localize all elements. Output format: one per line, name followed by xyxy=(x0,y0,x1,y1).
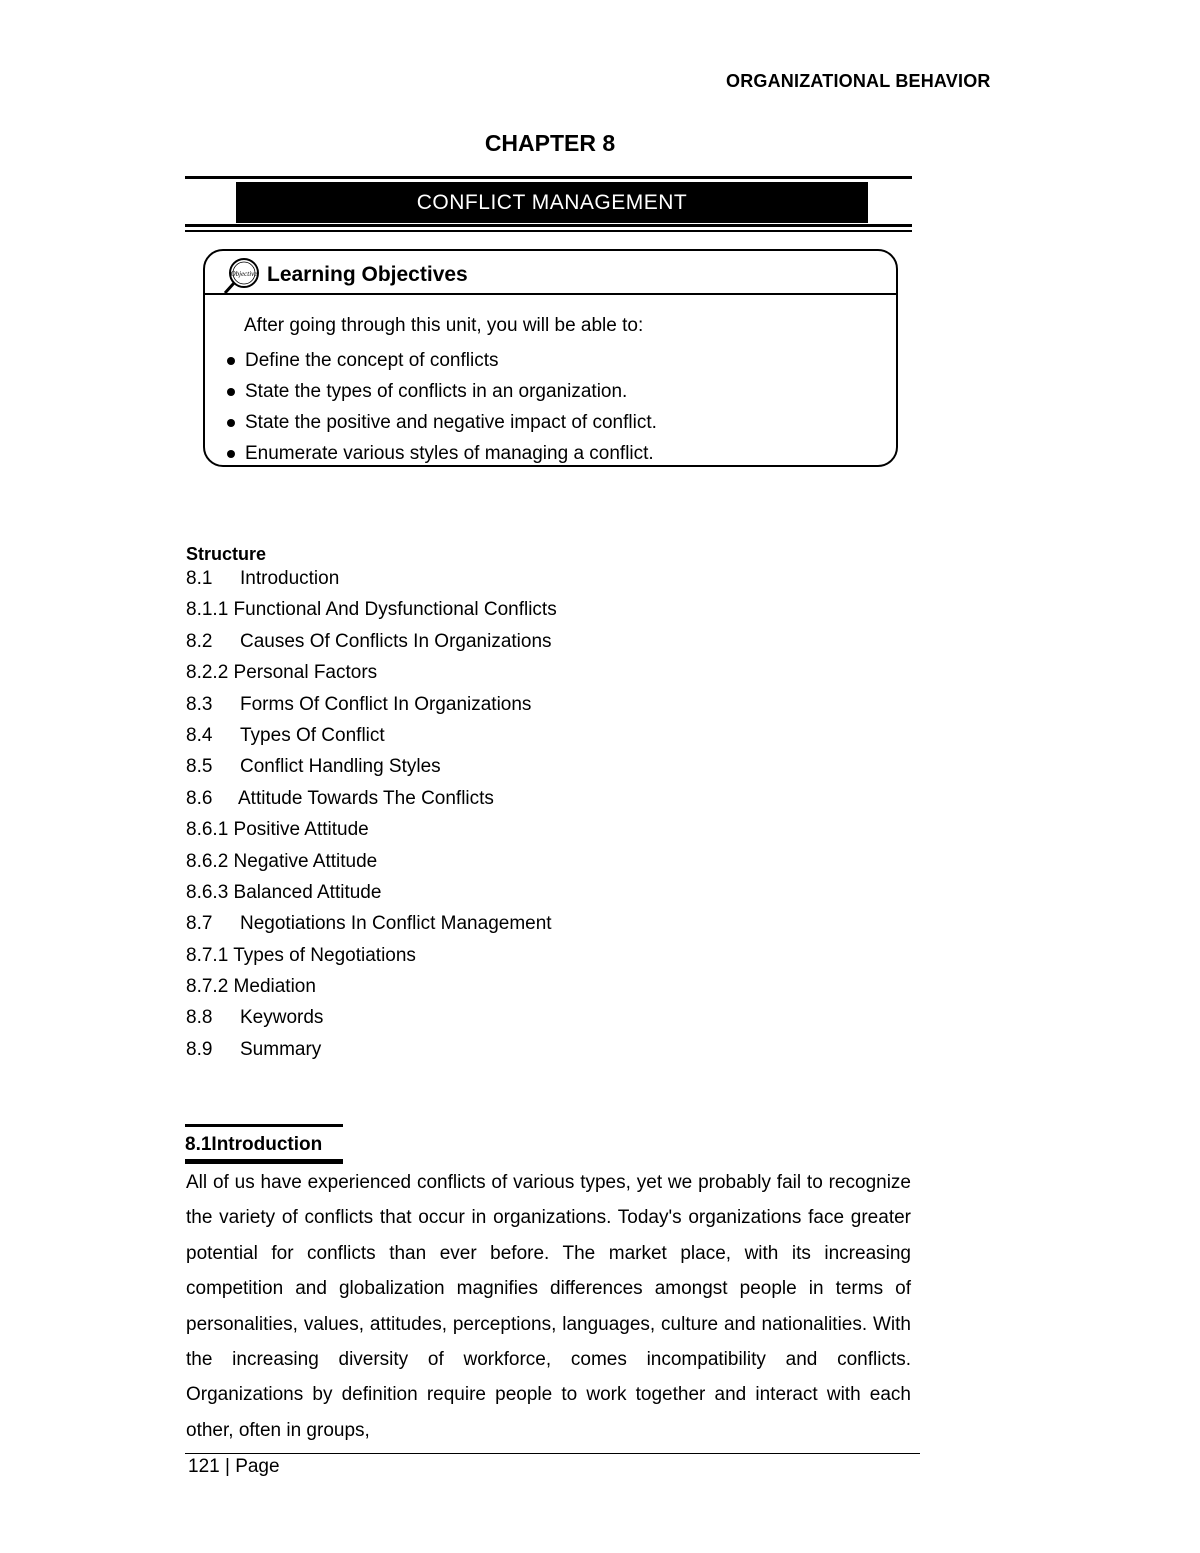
objective-item xyxy=(227,376,657,407)
structure-item-title: Negative Attitude xyxy=(233,850,378,872)
structure-item-title: Positive Attitude xyxy=(233,819,369,841)
structure-item-title: Mediation xyxy=(233,976,316,998)
structure-item xyxy=(186,1037,557,1068)
structure-item-number: 8.7 xyxy=(186,913,213,935)
structure-item xyxy=(186,629,557,660)
footer-rule xyxy=(185,1453,920,1454)
structure-item-number: 8.2 xyxy=(186,630,213,652)
structure-item-number: 8.6.1 xyxy=(186,819,229,841)
structure-list xyxy=(186,566,557,1068)
bullet-icon xyxy=(227,450,235,458)
structure-item xyxy=(186,911,557,942)
structure-item-number: 8.1.1 xyxy=(186,599,229,621)
objective-item xyxy=(227,438,657,469)
magnifier-icon-text: Objective xyxy=(230,270,258,278)
banner-top-rule xyxy=(185,176,912,179)
bullet-icon xyxy=(227,419,235,427)
structure-item-title: Types of Negotiations xyxy=(233,944,416,966)
bullet-icon xyxy=(227,388,235,396)
chapter-banner-text: CONFLICT MANAGEMENT xyxy=(416,190,688,214)
objective-item xyxy=(227,345,657,376)
structure-item-title: Types Of Conflict xyxy=(240,724,385,746)
banner-bottom-rule xyxy=(185,224,912,227)
structure-item xyxy=(186,723,557,754)
structure-item xyxy=(186,566,557,597)
introduction-paragraph: All of us have experienced conflicts of various types, yet we probably fail to recognize the variety of conflicts that occur in organizations. Today's organizations face greater potential for conflicts than ever before. The market place, with its increasing competition and globalization magnifies differences amongst people in terms of personalities, values, attitudes, perceptions, languages, culture and nationalities. With the increasing diversity of workforce, comes incompatibility and conflicts. Organizations by definition require people to work together and interact with each other, often in groups, xyxy=(186,1172,911,1441)
chapter-title: CHAPTER 8 xyxy=(484,130,616,156)
objectives-list xyxy=(227,345,657,469)
structure-item-title: Introduction xyxy=(240,568,340,589)
introduction-heading: 8.1Introduction xyxy=(185,1134,323,1155)
objective-item xyxy=(227,407,657,438)
structure-item xyxy=(186,786,557,817)
structure-item-number: 8.5 xyxy=(186,756,213,778)
banner-bottom-rule-thin xyxy=(185,230,912,232)
structure-item-number: 8.7.2 xyxy=(186,976,229,998)
objectives-intro: After going through this unit, you will be able to: xyxy=(244,315,644,336)
objective-text: State the positive and negative impact of conflict. xyxy=(245,412,657,433)
structure-item-number: 8.4 xyxy=(186,724,213,746)
structure-item xyxy=(186,660,557,691)
bullet-icon xyxy=(227,357,235,365)
structure-item xyxy=(186,817,557,848)
objectives-divider xyxy=(205,293,896,295)
structure-item-number: 8.8 xyxy=(186,1007,213,1029)
structure-item-number: 8.6.3 xyxy=(186,881,229,903)
structure-item-title: Personal Factors xyxy=(233,662,378,684)
structure-item-number: 8.3 xyxy=(186,693,213,715)
introduction-heading-bottom-rule xyxy=(185,1159,343,1164)
structure-item-title: Functional And Dysfunctional Conflicts xyxy=(233,599,557,621)
structure-item xyxy=(186,754,557,785)
structure-item xyxy=(186,849,557,880)
structure-item-number: 8.7.1 xyxy=(186,944,229,966)
structure-item-title: Summary xyxy=(240,1038,322,1060)
structure-item-title: Causes Of Conflicts In Organizations xyxy=(240,630,552,652)
structure-item-number: 8.2.2 xyxy=(186,662,229,684)
structure-item-title: Negotiations In Conflict Management xyxy=(240,913,552,935)
objective-text: State the types of conflicts in an organization. xyxy=(245,381,628,402)
chapter-banner xyxy=(236,182,868,223)
magnifier-objective-icon xyxy=(223,257,257,291)
structure-item xyxy=(186,597,557,628)
structure-heading: Structure xyxy=(186,544,267,564)
objective-text: Enumerate various styles of managing a conflict. xyxy=(245,443,654,464)
structure-item-title: Keywords xyxy=(240,1007,324,1029)
objective-text: Define the concept of conflicts xyxy=(245,350,499,371)
structure-item-title: Attitude Towards The Conflicts xyxy=(238,787,494,809)
structure-item-number: 8.6.2 xyxy=(186,850,229,872)
structure-item xyxy=(186,1005,557,1036)
introduction-heading-block xyxy=(185,1124,343,1164)
structure-item xyxy=(186,974,557,1005)
running-header: ORGANIZATIONAL BEHAVIOR xyxy=(726,71,991,91)
structure-item xyxy=(186,692,557,723)
structure-item-title: Balanced Attitude xyxy=(233,881,382,903)
learning-objectives-box xyxy=(203,249,898,467)
structure-item-number: 8.6 xyxy=(186,787,213,809)
structure-item-title: Conflict Handling Styles xyxy=(240,756,441,778)
learning-objectives-heading: Learning Objectives xyxy=(267,263,468,286)
page-number: 121 | Page xyxy=(188,1456,280,1477)
structure-item-number: 8.1 xyxy=(186,568,213,589)
structure-item-title: Forms Of Conflict In Organizations xyxy=(240,693,532,715)
structure-item xyxy=(186,880,557,911)
structure-item xyxy=(186,943,557,974)
structure-item-number: 8.9 xyxy=(186,1038,213,1060)
